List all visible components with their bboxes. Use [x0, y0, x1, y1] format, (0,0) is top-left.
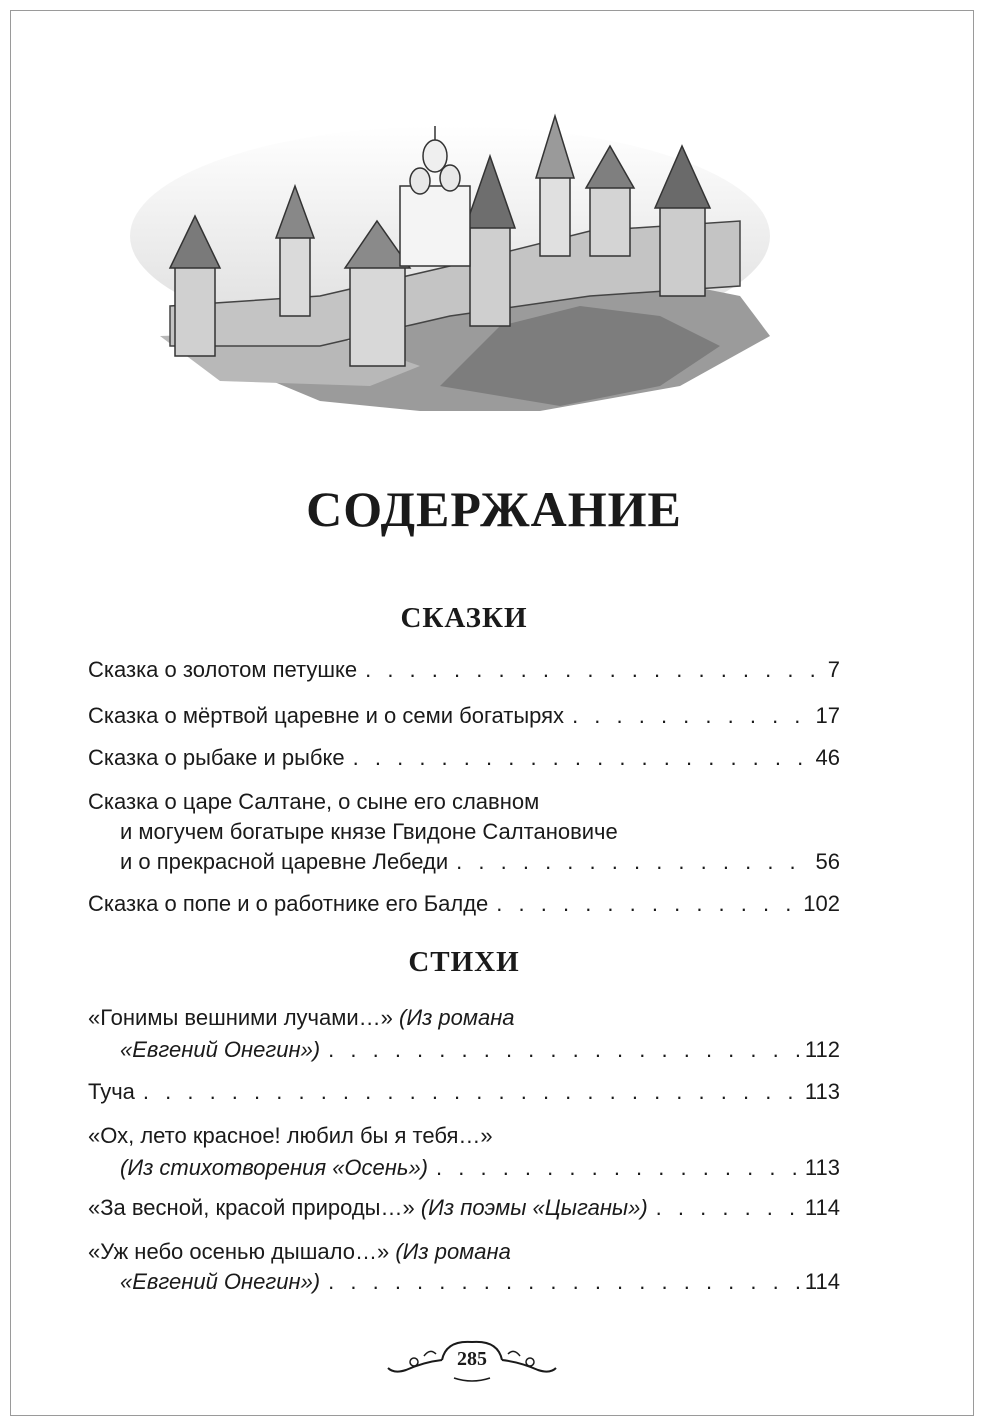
- toc-entry-quote: «За весной, красой природы…»: [88, 1195, 415, 1220]
- toc-entry-title-line1[interactable]: [88, 1002, 515, 1034]
- leader-dots: [496, 888, 797, 920]
- leader-dots: [572, 700, 809, 732]
- toc-entry-quote: «Гонимы вешними лучами…»: [88, 1005, 393, 1030]
- leader-dots: [365, 654, 822, 686]
- page-title: СОДЕРЖАНИЕ: [306, 481, 682, 537]
- toc-entry-title: Сказка о рыбаке и рыбке: [88, 745, 345, 770]
- toc-page-number: 7: [827, 657, 840, 682]
- section-heading-poems: СТИХИ: [408, 946, 520, 978]
- toc-entry-title: Сказка о золотом петушке: [88, 657, 358, 682]
- toc-entry-source: (Из романа: [399, 1005, 515, 1030]
- toc-entry[interactable]: [88, 700, 840, 732]
- toc-entry[interactable]: [88, 654, 840, 686]
- toc-entry[interactable]: [88, 1076, 840, 1108]
- toc-entry-title: [88, 1192, 648, 1224]
- toc-entry-title-line1[interactable]: [88, 1236, 511, 1268]
- leader-dots: [353, 742, 810, 774]
- toc-page-number: 114: [804, 1269, 840, 1294]
- toc-entry-title-line2[interactable]: и могучем богатыре князе Гвидоне Салтановиче: [120, 819, 618, 844]
- leader-dots: [456, 846, 809, 878]
- section-heading-tales: СКАЗКИ: [400, 602, 528, 634]
- toc-entry-title-line3: и о прекрасной царевне Лебеди: [120, 849, 449, 874]
- leader-dots: [328, 1034, 799, 1066]
- leader-dots: [143, 1076, 799, 1108]
- toc-entry-quote: «Уж небо осенью дышало…»: [88, 1239, 390, 1264]
- leader-dots: [656, 1192, 799, 1224]
- toc-entry[interactable]: [120, 846, 840, 878]
- toc-page-number: 113: [804, 1155, 840, 1180]
- toc-page-number: 102: [803, 891, 840, 916]
- toc-page-number: 17: [815, 703, 840, 728]
- toc-page-number: 114: [804, 1195, 840, 1220]
- toc-page-number: 113: [804, 1079, 840, 1104]
- toc-entry-title: Туча: [88, 1079, 135, 1104]
- page-number: 285: [457, 1348, 487, 1370]
- toc-entry[interactable]: [120, 1152, 840, 1184]
- toc-page-number: 112: [804, 1037, 840, 1062]
- castle-illustration: [120, 86, 780, 416]
- leader-dots: [436, 1152, 799, 1184]
- toc-entry[interactable]: [88, 888, 840, 920]
- toc-entry-source: (Из стихотворения «Осень»): [120, 1155, 429, 1180]
- toc-entry[interactable]: [120, 1266, 840, 1298]
- toc-page-number: 46: [815, 745, 840, 770]
- toc-entry-title-line1[interactable]: Сказка о царе Салтане, о сыне его славном: [88, 789, 540, 814]
- toc-entry[interactable]: [88, 742, 840, 774]
- toc-entry-title: Сказка о мёртвой царевне и о семи богатырях: [88, 703, 565, 728]
- toc-entry-title-line1[interactable]: «Ох, лето красное! любил бы я тебя…»: [88, 1123, 493, 1148]
- toc-entry-title: Сказка о попе и о работнике его Балде: [88, 891, 489, 916]
- toc-entry[interactable]: [88, 1192, 840, 1224]
- toc-entry[interactable]: [120, 1034, 840, 1066]
- leader-dots: [328, 1266, 799, 1298]
- toc-entry-source: (Из романа: [395, 1239, 511, 1264]
- toc-page-number: 56: [815, 849, 840, 874]
- toc-entry-source: «Евгений Онегин»): [120, 1037, 321, 1062]
- toc-entry-source: (Из поэмы «Цыганы»): [420, 1195, 648, 1220]
- page-footer: [384, 1318, 560, 1390]
- toc-entry-source: «Евгений Онегин»): [120, 1269, 321, 1294]
